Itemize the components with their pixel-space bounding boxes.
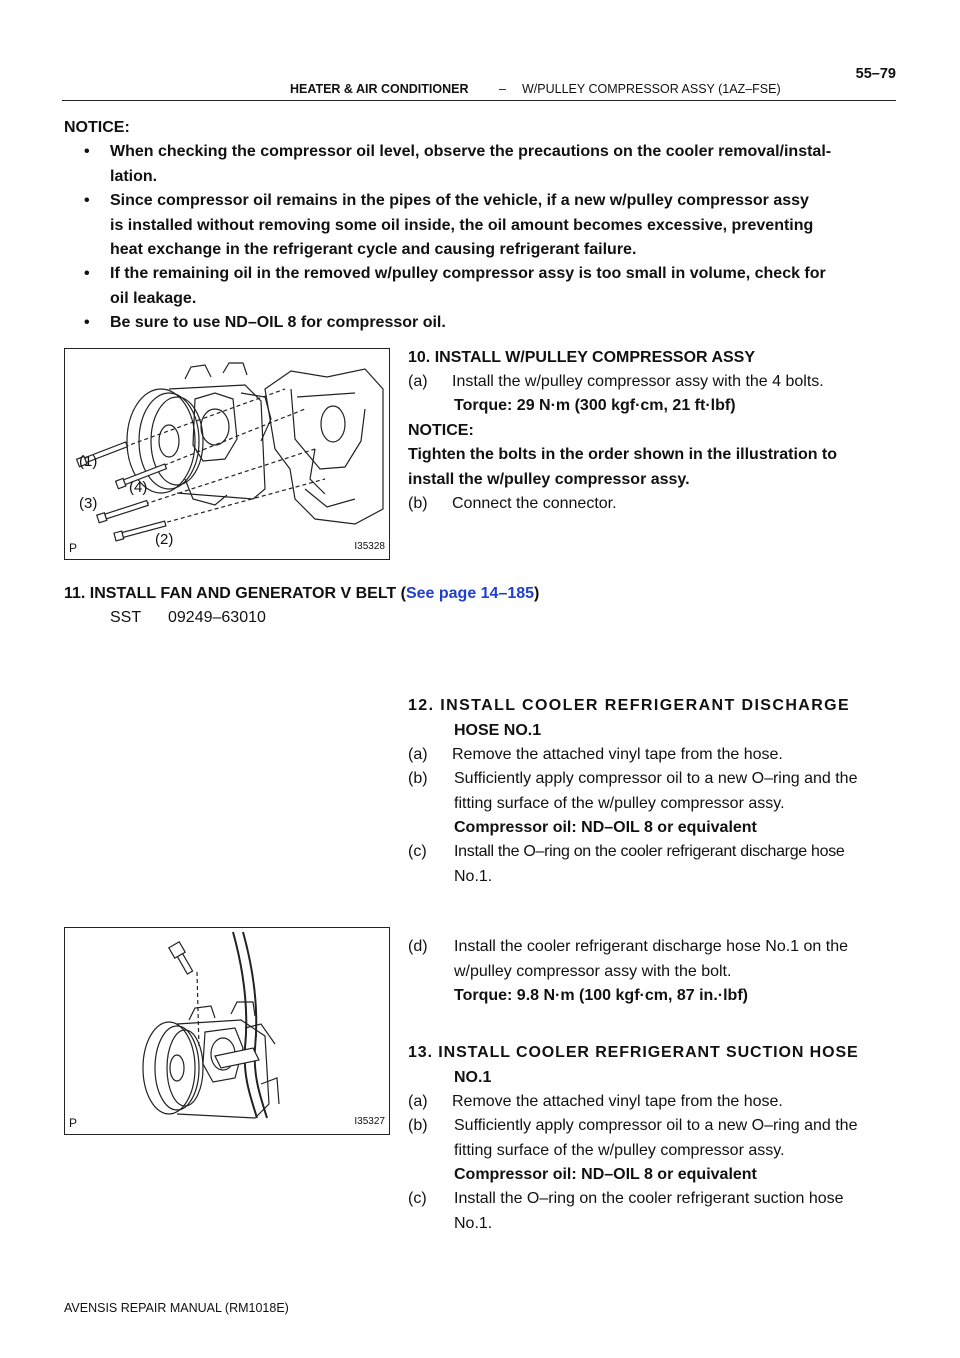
callout-4: (4) [129,479,148,496]
step-10-torque: Torque: 29 N·m (300 kgf·cm, 21 ft·lbf) [454,397,736,414]
page-header [62,60,896,101]
page-footer: AVENSIS REPAIR MANUAL (RM1018E) [64,1301,289,1315]
bullet-icon: • [84,143,90,160]
step-10-notice-heading: NOTICE: [408,422,474,439]
notice-bullet-2 [84,189,896,263]
discharge-hose-illustration [65,928,389,1134]
step-12-b: (b) Sufficiently apply compressor oil to a new O–ring and the fitting surface of the w/pulley compressor assy. Compressor oil: ND–OIL 8 or equivalent [408,770,858,836]
bullet-icon: • [84,192,90,209]
bullet-line: If the remaining oil in the removed w/pulley compressor assy is too small in volume, check for [110,265,826,282]
bullet-line: oil leakage. [110,289,197,307]
callout-1: (1) [79,453,98,470]
notice-bullet-1 [84,140,896,190]
step-11-sst: SST 09249–63010 [110,609,266,626]
bullet-icon: • [84,265,90,282]
step-10-a: (a) Install the w/pulley compressor assy with the 4 bolts. [408,373,824,390]
step-13-c: (c) Install the O–ring on the cooler refrigerant suction hose No.1. [408,1190,844,1232]
notice-heading: NOTICE: [64,119,130,136]
step-11-title: 11. INSTALL FAN AND GENERATOR V BELT (See page 14–185) [64,585,540,602]
callout-2: (2) [155,531,174,548]
header-subsection: W/PULLEY COMPRESSOR ASSY (1AZ–FSE) [522,82,781,96]
page-number: 55–79 [855,66,896,82]
step-10-title: 10. INSTALL W/PULLEY COMPRESSOR ASSY [408,349,756,366]
step-13-b: (b) Sufficiently apply compressor oil to a new O–ring and the fitting surface of the w/pulley compressor assy. Compressor oil: ND–OIL 8 or equivalent [408,1117,858,1183]
step-10-b: (b) Connect the connector. [408,495,617,512]
bullet-line: Since compressor oil remains in the pipes of the vehicle, if a new w/pulley compressor assy [110,192,809,209]
notice-bullet-3 [84,262,896,312]
step-12-d: (d) Install the cooler refrigerant discharge hose No.1 on the w/pulley compressor assy with the bolt. Torque: 9.8 N·m (100 kgf·cm, 87 in.·lbf) [408,938,849,1004]
bullet-line: is installed without removing some oil inside, the oil amount becomes excessive, preventing [110,216,814,234]
step-13-a: (a) Remove the attached vinyl tape from the hose. [408,1093,783,1110]
figure-code: I35327 [354,1116,385,1127]
bullet-line: When checking the compressor oil level, observe the precautions on the cooler removal/instal- [110,143,832,160]
step-13-title: 13. INSTALL COOLER REFRIGERANT SUCTION HOSE NO.1 [408,1044,859,1086]
callout-3: (3) [79,495,98,512]
figure-discharge-hose [64,927,390,1135]
step-10-notice-text: Tighten the bolts in the order shown in the illustration to install the w/pulley compressor assy. [408,446,838,488]
bullet-icon: • [84,314,90,331]
header-section: HEATER & AIR CONDITIONER [290,82,469,96]
step-12-a: (a) Remove the attached vinyl tape from the hose. [408,746,783,763]
bullet-line: heat exchange in the refrigerant cycle and causing refrigerant failure. [110,241,637,258]
compressor-bolts-illustration [65,349,389,559]
header-dash: – [499,82,506,96]
bullet-line: Be sure to use ND–OIL 8 for compressor oil. [110,314,446,331]
figure-code: I35328 [354,541,385,552]
step-12-c: (c) Install the O–ring on the cooler refrigerant discharge hose No.1. [408,843,845,885]
notice-bullet-4 [84,311,896,337]
figure-compressor-bolts [64,348,390,560]
figure-p-mark: P [69,541,78,555]
bullet-line: lation. [110,167,158,185]
see-page-link[interactable]: See page 14–185 [405,585,535,602]
step-12-title: 12. INSTALL COOLER REFRIGERANT DISCHARGE HOSE NO.1 [408,697,851,739]
figure-p-mark: P [69,1116,78,1130]
